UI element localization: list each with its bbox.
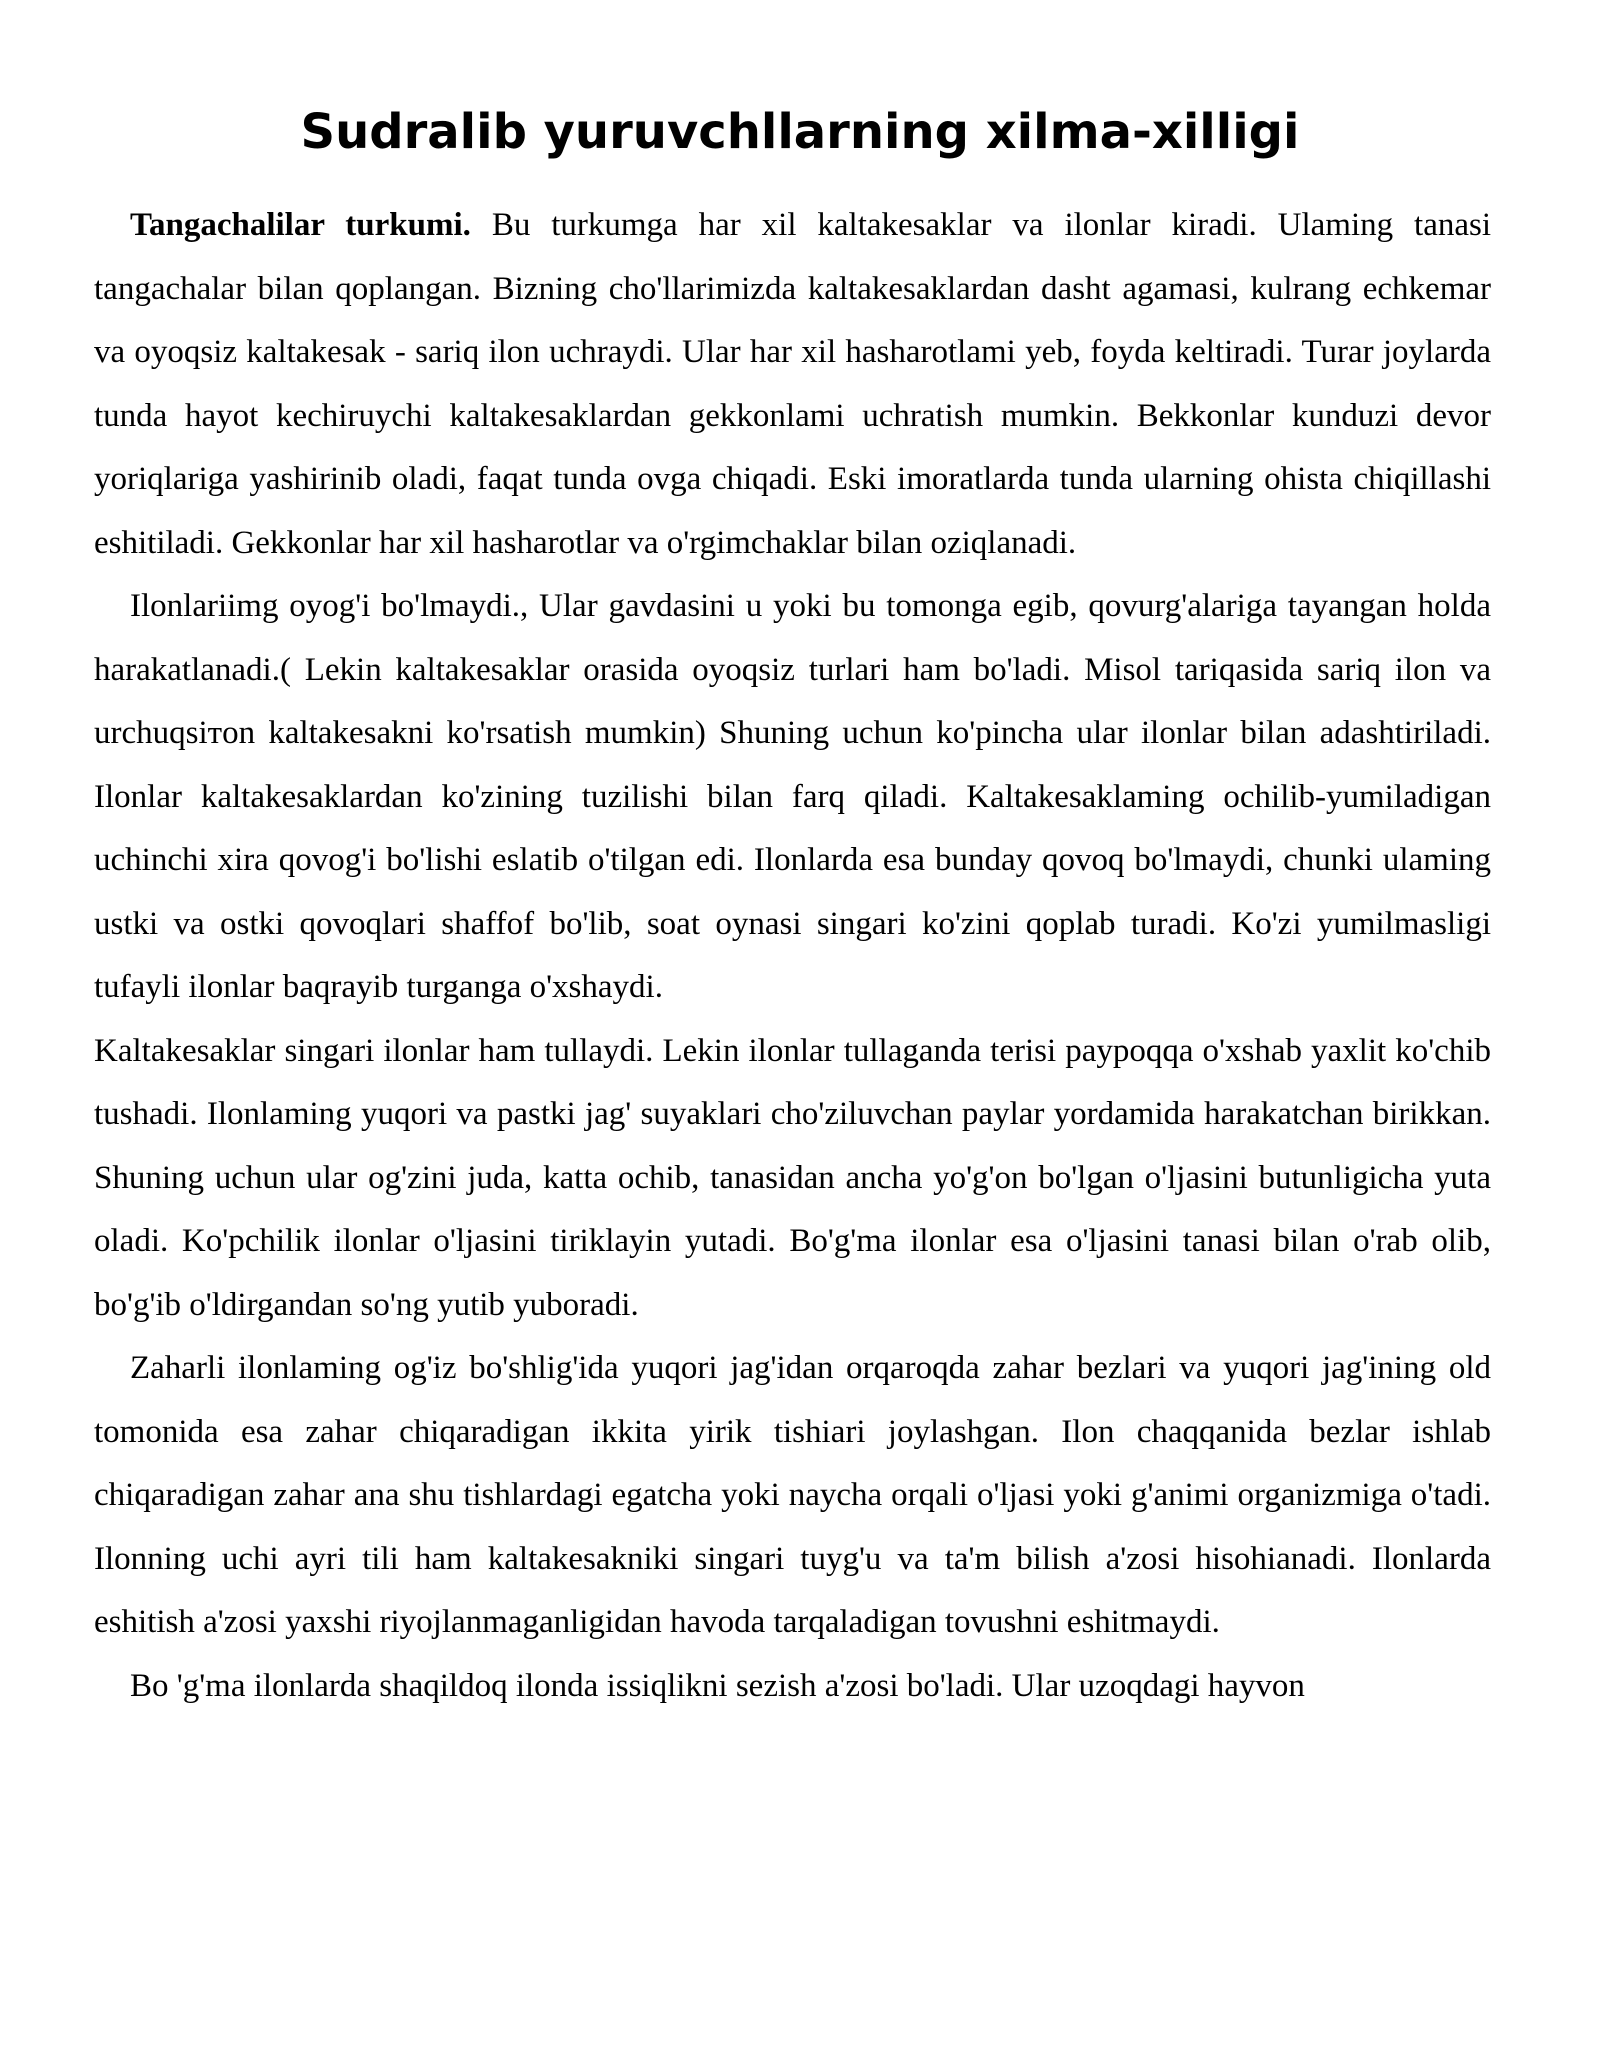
paragraph-4: Zaharli ilonlaming og'iz bo'shlig'ida yuqori jag'idan orqaroqda zahar bezlari va yuqori jag'ining old tomonida esa zahar chiqaradigan ikkita yirik tishiari joylashgan. Ilon chaqqanida bezlar ishlab chiqaradigan zahar ana shu tishlardagi egatcha yoki naycha orqali o'ljasi yoki g'animi organizmiga o'tadi. Ilonning uchi ayri tili ham kaltakesakniki singari tuyg'u va ta'm bilish a'zosi hisohianadi. Ilonlarda eshitish a'zosi yaxshi riyojlanmaganligidan havoda tarqaladigan tovushni eshitmaydi. [94, 1350, 1491, 1640]
paragraph-1-text: Bu turkumga har xil kaltakesaklar va ilonlar kiradi. Ulaming tanasi tangachalar bilan qoplangan. Bizning cho'llarimizda kaltakesaklardan dasht agamasi, kulrang echkemar va oyoqsiz kaltakesak - sariq ilon uchraydi. Ular har xil hasharotlami yeb, foyda keltiradi. Turar joylarda tunda hayot kechiruychi kaltakesaklardan gekkonlami uchratish mumkin. Bekkonlar kunduzi devor yoriqlariga yashirinib oladi, faqat tunda ovga chiqadi. Eski imoratlarda tunda ularning ohista chiqillashi eshitiladi. Gekkonlar har xil hasharotlar va o'rgimchaklar bilan oziqlanadi. [94, 207, 1491, 561]
paragraph-1 [94, 194, 1491, 575]
paragraph-5: Bo 'g'ma ilonlarda shaqildoq ilonda issiqlikni sezish a'zosi bo'ladi. Ular uzoqdagi hayvon [130, 1667, 1305, 1704]
document-body [94, 194, 1491, 1718]
paragraph-lead-heading: Tangachalilar turkumi. [130, 207, 471, 243]
paragraph-3: Kaltakesaklar singari ilonlar ham tullaydi. Lekin ilonlar tullaganda terisi paypoqqa o'xshab yaxlit ko'chib tushadi. Ilonlaming yuqori va pastki jag' suyaklari cho'ziluvchan paylar yordamida harakatchan birikkan. Shuning uchun ular og'zini juda, katta ochib, tanasidan ancha yo'g'on bo'lgan o'ljasini butunligicha yuta oladi. Ko'pchilik ilonlar o'ljasini tiriklayin yutadi. Bo'g'ma ilonlar esa o'ljasini tanasi bilan o'rab olib, bo'g'ib o'ldirgandan so'ng yutib yuboradi. [94, 1032, 1491, 1323]
paragraph-2: Ilonlariimg oyog'i bo'lmaydi., Ular gavdasini u yoki bu tomonga egib, qovurg'alariga tayangan holda harakatlanadi.( Lekin kaltakesaklar orasida oyoqsiz turlari ham bo'ladi. Misol tariqasida sariq ilon va urchuqsiтon kaltakesakni ko'rsatish mumkin) Shuning uchun ko'pincha ular ilonlar bilan adashtiriladi. Ilonlar kaltakesaklardan ko'zining tuzilishi bilan farq qiladi. Kaltakesaklaming ochilib-yumiladigan uchinchi xira qovog'i bo'lishi eslatib o'tilgan edi. Ilonlarda esa bunday qovoq bo'lmaydi, chunki ulaming ustki va ostki qovoqlari shaffof bo'lib, soat oynasi singari ko'zini qoplab turadi. Ko'zi yumilmasligi tufayli ilonlar baqrayib turganga o'xshaydi. [94, 588, 1491, 1005]
page-title: Sudralib yuruvchllarning xilma-xilligi [300, 104, 1300, 160]
